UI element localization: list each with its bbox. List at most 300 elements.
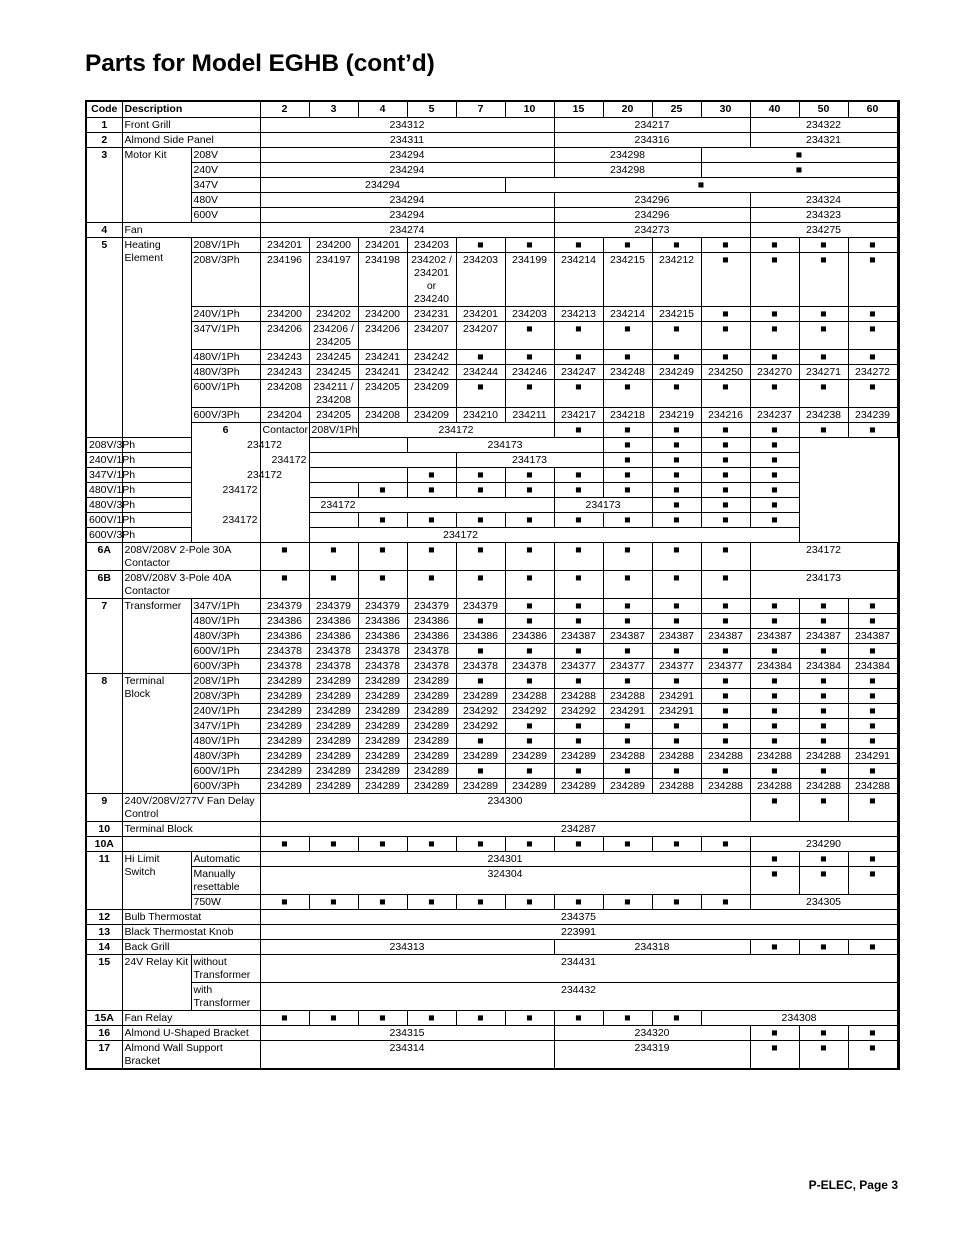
part-number-cell: ■ <box>799 380 848 408</box>
part-number-cell: ■ <box>603 322 652 350</box>
part-number-cell: 234289 <box>309 764 358 779</box>
part-number-cell: ■ <box>750 764 799 779</box>
part-number-cell: ■ <box>701 543 750 571</box>
part-number-cell: 234288 <box>603 689 652 704</box>
part-number-cell: 234387 <box>750 629 799 644</box>
part-number-cell: ■ <box>358 543 407 571</box>
part-number-cell: 234250 <box>701 365 750 380</box>
table-row <box>86 764 899 779</box>
part-number-cell: 234379 <box>309 599 358 614</box>
part-code: 4 <box>86 223 122 238</box>
part-number-cell: ■ <box>848 644 897 659</box>
part-number-cell: 234386 <box>505 629 554 644</box>
part-number-cell: ■ <box>603 599 652 614</box>
part-number-cell: ■ <box>799 704 848 719</box>
part-number-cell: ■ <box>505 350 554 365</box>
part-number-cell: 234242 <box>407 365 456 380</box>
part-number-cell: 234231 <box>407 307 456 322</box>
part-number-cell: ■ <box>652 764 701 779</box>
part-number-cell: ■ <box>848 852 897 867</box>
part-number-cell: ■ <box>603 543 652 571</box>
part-number-cell: ■ <box>505 599 554 614</box>
part-description: Almond Wall Support Bracket <box>122 1041 260 1070</box>
part-number-cell: 234244 <box>456 365 505 380</box>
part-number-cell: ■ <box>750 704 799 719</box>
part-number-cell: ■ <box>701 423 750 438</box>
part-number-cell: ■ <box>652 350 701 365</box>
table-row <box>86 208 899 223</box>
part-number-cell: 234208 <box>260 380 309 408</box>
table-row <box>86 1011 899 1026</box>
part-number-cell: 234289 <box>309 704 358 719</box>
part-number-cell: ■ <box>750 1026 799 1041</box>
part-number-cell: ■ <box>652 453 701 468</box>
part-number-cell: ■ <box>799 719 848 734</box>
part-number-cell: 234432 <box>260 983 897 1011</box>
table-row <box>86 253 899 307</box>
part-number-cell: ■ <box>260 571 309 599</box>
part-number-cell: ■ <box>750 350 799 365</box>
part-number-cell: ■ <box>750 438 799 453</box>
part-description: Black Thermostat Knob <box>122 925 260 940</box>
table-row <box>86 365 899 380</box>
part-number-cell: 234298 <box>554 163 701 178</box>
table-row <box>86 133 899 148</box>
table-row <box>86 498 899 513</box>
part-number-cell: 234172 <box>122 513 358 528</box>
part-number-cell: ■ <box>505 837 554 852</box>
part-number-cell: ■ <box>848 238 897 253</box>
part-number-cell: 234206 <box>260 322 309 350</box>
part-description: 24V Relay Kit <box>122 955 191 1011</box>
part-number-cell: 234205 <box>309 408 358 423</box>
part-number-cell: 234274 <box>260 223 554 238</box>
header-size: 20 <box>603 101 652 118</box>
part-number-cell: 234270 <box>750 365 799 380</box>
table-row <box>86 238 899 253</box>
table-row <box>86 148 899 163</box>
part-number-cell: 234211 <box>505 408 554 423</box>
part-code: 17 <box>86 1041 122 1070</box>
part-number-cell: ■ <box>848 350 897 365</box>
part-number-cell: ■ <box>750 940 799 955</box>
part-number-cell: ■ <box>652 543 701 571</box>
part-number-cell: 234289 <box>260 704 309 719</box>
part-number-cell: ■ <box>554 423 603 438</box>
part-variant: 480V/1Ph <box>191 614 260 629</box>
part-number-cell: ■ <box>554 571 603 599</box>
part-number-cell: 234172 <box>122 483 358 498</box>
part-number-cell: ■ <box>701 599 750 614</box>
table-row <box>86 118 899 133</box>
header-row <box>86 101 899 118</box>
part-number-cell: ■ <box>701 163 897 178</box>
table-row <box>86 837 899 852</box>
header-description: Description <box>122 101 260 118</box>
part-number-cell: ■ <box>652 468 701 483</box>
part-number-cell: 234246 <box>505 365 554 380</box>
parts-table <box>85 100 900 1070</box>
part-number-cell: 234205 <box>358 380 407 408</box>
part-number-cell: ■ <box>554 513 603 528</box>
table-row <box>86 822 899 837</box>
part-number-cell: ■ <box>652 571 701 599</box>
part-number-cell: ■ <box>407 543 456 571</box>
part-number-cell: ■ <box>505 719 554 734</box>
part-description <box>122 837 260 852</box>
table-row <box>86 322 899 350</box>
part-number-cell: ■ <box>554 468 603 483</box>
part-number-cell: ■ <box>799 423 848 438</box>
part-number-cell: 234294 <box>260 178 505 193</box>
part-number-cell: 234289 <box>603 779 652 794</box>
part-number-cell: ■ <box>505 734 554 749</box>
part-number-cell: ■ <box>750 644 799 659</box>
part-number-cell: 234289 <box>260 764 309 779</box>
part-number-cell: 234324 <box>750 193 897 208</box>
header-size: 4 <box>358 101 407 118</box>
part-number-cell: ■ <box>750 423 799 438</box>
part-number-cell: ■ <box>848 307 897 322</box>
part-number-cell: ■ <box>799 1041 848 1070</box>
part-number-cell: ■ <box>309 837 358 852</box>
part-number-cell: 234203 <box>456 253 505 307</box>
part-number-cell: 234291 <box>848 749 897 764</box>
part-number-cell: ■ <box>554 380 603 408</box>
part-number-cell: ■ <box>407 483 456 498</box>
part-variant: 600V/3Ph <box>191 408 260 423</box>
part-variant: with Transformer <box>191 983 260 1011</box>
part-number-cell: ■ <box>750 794 799 822</box>
part-description: Front Grill <box>122 118 260 133</box>
part-number-cell: 234211 / 234208 <box>309 380 358 408</box>
part-number-cell: ■ <box>456 644 505 659</box>
part-number-cell: 234312 <box>260 118 554 133</box>
page-title: Parts for Model EGHB (cont’d) <box>85 50 435 77</box>
part-number-cell: 234289 <box>407 734 456 749</box>
part-number-cell: ■ <box>554 734 603 749</box>
part-number-cell: ■ <box>505 468 554 483</box>
part-number-cell: 234294 <box>260 193 554 208</box>
part-number-cell: ■ <box>799 322 848 350</box>
part-number-cell: ■ <box>750 513 799 528</box>
part-number-cell: ■ <box>456 543 505 571</box>
part-number-cell: 234217 <box>554 118 750 133</box>
part-number-cell: 234219 <box>652 408 701 423</box>
part-number-cell: ■ <box>603 674 652 689</box>
part-number-cell: ■ <box>799 794 848 822</box>
part-number-cell: 223991 <box>260 925 897 940</box>
part-code: 1 <box>86 118 122 133</box>
page-footer: P-ELEC, Page 3 <box>808 1178 898 1192</box>
part-variant: 347V/1Ph <box>191 719 260 734</box>
table-row <box>86 852 899 867</box>
part-number-cell: 234173 <box>407 438 603 453</box>
part-description: Back Grill <box>122 940 260 955</box>
part-number-cell: ■ <box>750 674 799 689</box>
part-number-cell: ■ <box>799 689 848 704</box>
part-number-cell: ■ <box>848 674 897 689</box>
table-row <box>86 483 899 498</box>
table-row <box>86 940 899 955</box>
table-row <box>86 380 899 408</box>
part-number-cell: ■ <box>799 852 848 867</box>
header-size: 40 <box>750 101 799 118</box>
part-number-cell: 234289 <box>358 719 407 734</box>
part-number-cell: ■ <box>848 614 897 629</box>
part-number-cell: 234289 <box>309 689 358 704</box>
part-number-cell: ■ <box>848 1026 897 1041</box>
part-number-cell: 234387 <box>603 629 652 644</box>
part-number-cell: ■ <box>456 734 505 749</box>
part-number-cell: ■ <box>554 483 603 498</box>
part-number-cell: ■ <box>848 689 897 704</box>
part-variant: 480V/3Ph <box>86 498 122 513</box>
part-number-cell: 234289 <box>309 734 358 749</box>
part-number-cell: ■ <box>456 350 505 365</box>
part-number-cell: 234212 <box>652 253 701 307</box>
part-number-cell: 234377 <box>701 659 750 674</box>
part-number-cell: 234378 <box>260 659 309 674</box>
part-number-cell: 234314 <box>260 1041 554 1070</box>
part-number-cell: ■ <box>603 1011 652 1026</box>
part-variant: 208V/3Ph <box>191 689 260 704</box>
part-description: Heating Element <box>122 238 191 438</box>
part-number-cell: ■ <box>505 895 554 910</box>
part-variant: 600V/1Ph <box>191 764 260 779</box>
part-number-cell: 234384 <box>848 659 897 674</box>
header-size: 7 <box>456 101 505 118</box>
part-number-cell: ■ <box>407 513 456 528</box>
part-number-cell: ■ <box>750 253 799 307</box>
part-number-cell: ■ <box>603 483 652 498</box>
part-number-cell: 234288 <box>505 689 554 704</box>
header-size: 60 <box>848 101 897 118</box>
part-number-cell: ■ <box>505 483 554 498</box>
part-number-cell: ■ <box>554 837 603 852</box>
part-variant: without Transformer <box>191 955 260 983</box>
header-size: 10 <box>505 101 554 118</box>
part-number-cell: ■ <box>358 513 407 528</box>
part-number-cell: 234289 <box>260 689 309 704</box>
part-number-cell: 234301 <box>260 852 750 867</box>
part-code: 8 <box>86 674 122 794</box>
part-number-cell: ■ <box>750 307 799 322</box>
part-number-cell: 234289 <box>358 749 407 764</box>
part-number-cell: 234200 <box>260 307 309 322</box>
part-variant: 208V/3Ph <box>191 253 260 307</box>
table-row <box>86 193 899 208</box>
part-code: 3 <box>86 148 122 223</box>
part-number-cell: 234243 <box>260 365 309 380</box>
part-number-cell: 234214 <box>554 253 603 307</box>
part-number-cell: ■ <box>260 1011 309 1026</box>
part-number-cell: 234289 <box>358 689 407 704</box>
part-number-cell: ■ <box>456 571 505 599</box>
part-number-cell: 234379 <box>456 599 505 614</box>
part-number-cell: 234377 <box>652 659 701 674</box>
part-description: Terminal Block <box>122 674 191 794</box>
part-number-cell: ■ <box>603 513 652 528</box>
part-number-cell <box>898 423 899 438</box>
part-number-cell: ■ <box>603 614 652 629</box>
part-number-cell: ■ <box>603 734 652 749</box>
part-code: 15A <box>86 1011 122 1026</box>
part-number-cell: ■ <box>554 895 603 910</box>
table-row <box>86 513 899 528</box>
part-number-cell: 234288 <box>750 749 799 764</box>
part-number-cell: 234173 <box>554 498 652 513</box>
part-number-cell: 234386 <box>260 614 309 629</box>
part-number-cell: ■ <box>750 468 799 483</box>
part-number-cell: 234209 <box>407 408 456 423</box>
part-number-cell: ■ <box>652 438 701 453</box>
part-number-cell: 234242 <box>407 350 456 365</box>
part-number-cell: 234386 <box>358 629 407 644</box>
part-number-cell: 234241 <box>358 365 407 380</box>
part-number-cell: ■ <box>309 1011 358 1026</box>
part-number-cell: ■ <box>750 719 799 734</box>
part-number-cell: 234289 <box>260 749 309 764</box>
part-number-cell: ■ <box>260 895 309 910</box>
part-number-cell: ■ <box>701 614 750 629</box>
part-number-cell: 234323 <box>750 208 897 223</box>
part-number-cell: ■ <box>701 719 750 734</box>
part-number-cell: 234289 <box>358 734 407 749</box>
part-number-cell: ■ <box>407 1011 456 1026</box>
part-number-cell: ■ <box>260 837 309 852</box>
part-code: 7 <box>86 599 122 674</box>
part-number-cell: 234386 <box>309 614 358 629</box>
part-number-cell: ■ <box>652 614 701 629</box>
table-row <box>86 794 899 822</box>
part-number-cell: ■ <box>603 895 652 910</box>
part-number-cell: 234203 <box>407 238 456 253</box>
part-number-cell: 234289 <box>260 674 309 689</box>
part-number-cell: ■ <box>554 238 603 253</box>
part-number-cell: 234288 <box>652 749 701 764</box>
part-code: 2 <box>86 133 122 148</box>
part-variant: 240V <box>191 163 260 178</box>
part-variant: 480V/3Ph <box>191 629 260 644</box>
part-number-cell: 234243 <box>260 350 309 365</box>
part-code: 9 <box>86 794 122 822</box>
part-number-cell: ■ <box>554 674 603 689</box>
part-number-cell: 234249 <box>652 365 701 380</box>
part-number-cell: ■ <box>701 438 750 453</box>
part-number-cell: ■ <box>750 453 799 468</box>
part-number-cell: 234378 <box>358 659 407 674</box>
part-number-cell: ■ <box>652 498 701 513</box>
part-number-cell: 234296 <box>554 208 750 223</box>
part-number-cell: ■ <box>701 380 750 408</box>
header-size: 15 <box>554 101 603 118</box>
part-number-cell: ■ <box>358 895 407 910</box>
part-number-cell: 234272 <box>848 365 897 380</box>
part-number-cell: 234296 <box>554 193 750 208</box>
part-description: 240V/208V/277V Fan Delay Control <box>122 794 260 822</box>
table-row <box>86 734 899 749</box>
part-number-cell: ■ <box>701 148 897 163</box>
part-number-cell: ■ <box>456 764 505 779</box>
part-number-cell: 234289 <box>407 689 456 704</box>
part-number-cell: ■ <box>799 867 848 895</box>
part-number-cell: ■ <box>603 380 652 408</box>
part-number-cell: ■ <box>407 895 456 910</box>
part-number-cell: ■ <box>652 837 701 852</box>
part-description: Terminal Block <box>122 822 260 837</box>
part-number-cell: ■ <box>456 513 505 528</box>
part-number-cell: 234431 <box>260 955 897 983</box>
part-number-cell: ■ <box>799 674 848 689</box>
part-number-cell: 234289 <box>309 779 358 794</box>
part-number-cell: 234200 <box>309 238 358 253</box>
part-number-cell: 234289 <box>456 689 505 704</box>
part-number-cell: ■ <box>652 719 701 734</box>
part-number-cell: ■ <box>505 764 554 779</box>
part-number-cell: ■ <box>799 307 848 322</box>
part-number-cell: ■ <box>848 704 897 719</box>
part-number-cell: ■ <box>407 837 456 852</box>
part-number-cell: 234217 <box>554 408 603 423</box>
table-header <box>86 101 899 118</box>
part-number-cell: ■ <box>799 644 848 659</box>
part-number-cell: ■ <box>652 380 701 408</box>
part-number-cell: ■ <box>701 571 750 599</box>
part-number-cell: ■ <box>554 1011 603 1026</box>
part-number-cell: ■ <box>701 350 750 365</box>
part-number-cell: ■ <box>358 483 407 498</box>
part-number-cell: ■ <box>456 1011 505 1026</box>
part-number-cell: 234202 <box>309 307 358 322</box>
part-number-cell: ■ <box>799 1026 848 1041</box>
part-variant: 480V/1Ph <box>191 350 260 365</box>
part-number-cell: ■ <box>505 571 554 599</box>
part-number-cell: ■ <box>603 719 652 734</box>
part-variant: 600V/3Ph <box>86 528 122 543</box>
part-number-cell: ■ <box>505 1011 554 1026</box>
part-number-cell: 234206 <box>358 322 407 350</box>
part-code: 13 <box>86 925 122 940</box>
part-variant: 347V/1Ph <box>191 322 260 350</box>
part-number-cell: ■ <box>750 498 799 513</box>
part-number-cell: ■ <box>652 483 701 498</box>
part-number-cell: 234201 <box>456 307 505 322</box>
part-number-cell: ■ <box>554 543 603 571</box>
part-number-cell: 234172 <box>750 543 897 571</box>
part-number-cell: ■ <box>652 1011 701 1026</box>
part-number-cell: ■ <box>456 837 505 852</box>
part-number-cell: ■ <box>456 468 505 483</box>
table-row <box>86 453 899 468</box>
part-number-cell: 234200 <box>358 307 407 322</box>
part-number-cell: 234289 <box>407 749 456 764</box>
header-size: 30 <box>701 101 750 118</box>
part-number-cell: ■ <box>603 350 652 365</box>
part-number-cell: ■ <box>554 350 603 365</box>
table-row <box>86 178 899 193</box>
part-number-cell: ■ <box>309 571 358 599</box>
table-row <box>86 674 899 689</box>
part-number-cell: ■ <box>750 689 799 704</box>
part-number-cell: 234288 <box>701 779 750 794</box>
table-row <box>86 895 899 910</box>
part-number-cell: 234289 <box>260 734 309 749</box>
part-number-cell: 234289 <box>407 764 456 779</box>
part-number-cell: 234375 <box>260 910 897 925</box>
part-number-cell: 234172 <box>122 438 407 453</box>
part-number-cell: ■ <box>701 764 750 779</box>
